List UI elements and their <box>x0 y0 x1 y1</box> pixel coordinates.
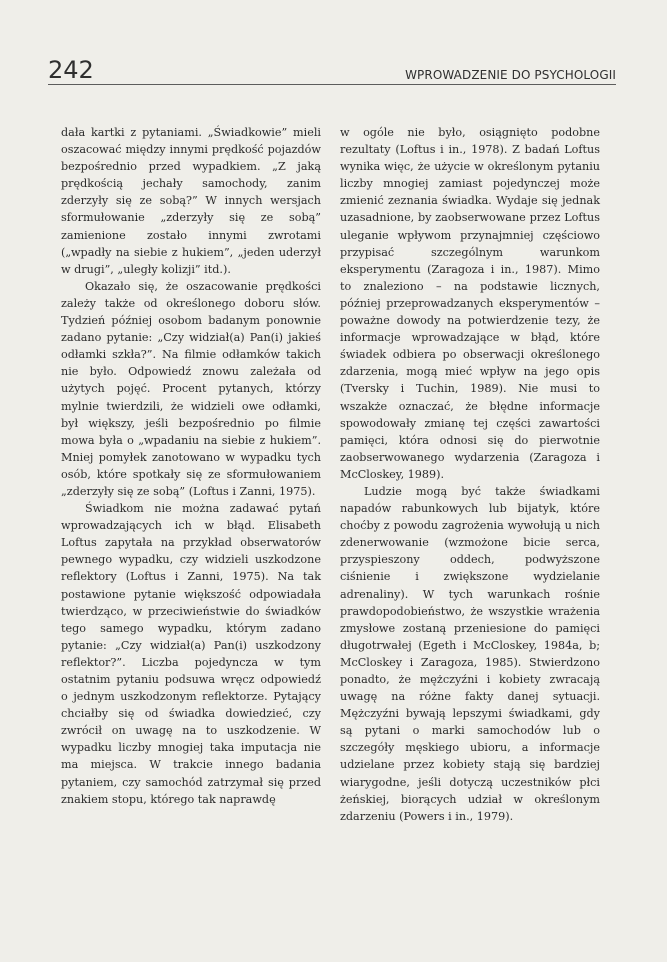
paragraph: Okazało się, że oszacowanie prędkości zależy także od określonego doboru słów. Tydzień później osobom badanym ponownie zadano pytanie: „Czy widział(a) Pan(i) jakieś odłamki szkła?”. Na filmie odłamków takich nie było. Odpowiedź znowu zależała od użytych pojęć. Procent pytanych, którzy mylnie twierdzili, że widzieli owe odłamki, był większy, jeśli bezpośrednio po filmie mowa była o „wpadaniu na siebie z hukiem”. Mniej pomyłek zanotowano w wypadku tych osób, które spotkały się ze sformułowaniem „zderzyły się ze sobą” (Loftus i Zanni, 1975). <box>61 279 321 498</box>
right-text-column <box>340 124 600 825</box>
header-divider <box>48 84 616 85</box>
paragraph: Ludzie mogą być także świadkami napadów rabunkowych lub bijatyk, które choćby z powodu zagrożenia wywołują u nich zdenerwowanie (wzmożone bicie serca, przyspieszony oddech, podwyższone ciśnienie i zwiększone wydzielanie adrenaliny). W tych warunkach rośnie prawdopodobieństwo, że wszystkie wrażenia zmysłowe zostaną przeniesione do pamięci długotrwałej (Egeth i McCloskey, 1984a, b; McCloskey i Zaragoza, 1985). Stwierdzono ponadto, że mężczyźni i kobiety zwracają uwagę na różne fakty danej sytuacji. Mężczyźni bywają lepszymi świadkami, gdy są pytani o marki samochodów lub o szczegóły męskiego ubioru, a informacje udzielane przez kobiety stają się bardziej wiarygodne, jeśli dotyczą uczestników płci żeńskiej, biorących udział w określonym zdarzeniu (Powers i in., 1979). <box>340 484 600 823</box>
page-number: 242 <box>48 56 94 84</box>
paragraph: Świadkom nie można zadawać pytań wprowadzających ich w błąd. Elisabeth Loftus zapytała na przykład obserwatorów pewnego wypadku, czy widzieli uszkodzone reflektory (Loftus i Zanni, 1975). Na tak postawione pytanie większość odpowiadała twierdząco, w przeciwieństwie do świadków tego samego wypadku, którym zadano pytanie: „Czy widział(a) Pan(i) uszkodzony reflektor?”. Liczba pojedyncza w tym ostatnim pytaniu podsuwa wręcz odpowiedź o jednym uszkodzonym reflektorze. Pytający chciałby się od świadka dowiedzieć, czy zwrócił on uwagę na to uszkodzenie. W wypadku liczby mnogiej taka imputacja nie ma miejsca. W trakcie innego badania pytaniem, czy samochód zatrzymał się przed znakiem stopu, którego tak naprawdę <box>61 502 321 806</box>
paragraph: dała kartki z pytaniami. „Świadkowie” mieli oszacować między innymi prędkość pojazdów bezpośrednio przed wypadkiem. „Z jaką prędkością jechały samochody, zanim zderzyły się ze sobą?” W innych wersjach sformułowanie „zderzyły się ze sobą” zamienione zostało innymi zwrotami („wpadły na siebie z hukiem”, „jeden uderzył w drugi”, „uległy kolizji” itd.). <box>61 126 321 276</box>
paragraph: w ogóle nie było, osiągnięto podobne rezultaty (Loftus i in., 1978). Z badań Loftus wynika więc, że użycie w określonym pytaniu liczby mnogiej zamiast pojedynczej może zmienić zeznania świadka. Wydaje się jednak uzasadnione, by zaobserwowane przez Loftus uleganie wpływom przynajmniej częściowo przypisać szczególnym warunkom eksperymentu (Zaragoza i in., 1987). Mimo to znaleziono – na podstawie licznych, później przeprowadzanych eksperymentów – poważne dowody na potwierdzenie tezy, że informacje wprowadzające w błąd, które świadek odbiera po obserwacji określonego zdarzenia, mogą mieć wpływ na jego opis (Tversky i Tuchin, 1989). Nie musi to wszakże oznaczać, że błędne informacje spowodowały zmianę tej części zawartości pamięci, która odnosi się do pierwotnie zaobserwowanego wydarzenia (Zaragoza i McCloskey, 1989). <box>340 126 600 481</box>
left-text-column <box>61 124 321 808</box>
page-header <box>48 40 616 86</box>
running-chapter-title: WPROWADZENIE DO PSYCHOLOGII <box>405 68 616 82</box>
